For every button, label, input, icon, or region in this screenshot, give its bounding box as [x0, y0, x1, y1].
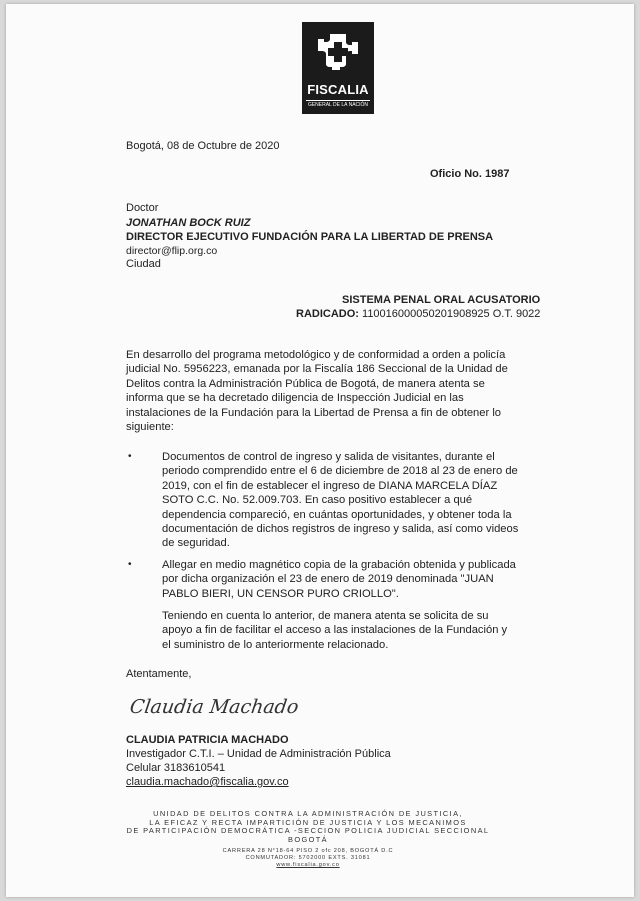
- intro-line: Delitos contra la Administración Pública de Bogotá, de manera atenta se: [126, 377, 485, 390]
- recipient-city: Ciudad: [126, 258, 161, 270]
- puzzle-emblem-icon: [316, 30, 360, 74]
- footer-unit: [98, 810, 518, 844]
- bullet-item-records: [162, 450, 540, 551]
- footer-contact: [98, 848, 518, 869]
- fiscalia-logo: [302, 22, 374, 114]
- closing-line: apoyo a fin de facilitar el acceso a las instalaciones de la Fundación y: [162, 624, 508, 637]
- letter-page: [6, 4, 634, 897]
- system-label: SISTEMA PENAL ORAL ACUSATORIO: [342, 294, 541, 306]
- bullet-line: por dicha organización el 23 de enero de 2019 denominada "JUAN: [162, 573, 494, 586]
- handwritten-signature: Claudia Machado: [128, 696, 300, 718]
- logo-name: FISCALIA: [307, 82, 369, 97]
- footer-address: CARRERA 28 N°18-64 PISO 2 ofc 208, BOGOTÁ D.C: [222, 848, 394, 854]
- salutation: Doctor: [126, 202, 159, 214]
- bullet-line: de seguridad.: [162, 537, 230, 550]
- bullet-line: SOTO C.C. No. 52.009.703. En caso positivo establecer a qué: [162, 494, 473, 507]
- signer-email-link[interactable]: claudia.machado@fiscalia.gov.co: [126, 776, 289, 788]
- closing-paragraph: [162, 609, 540, 652]
- intro-paragraph: [126, 348, 538, 434]
- bullet-line: documentación de dichos registros de ingreso y salida, así como videos: [162, 523, 519, 536]
- footer-line: LA EFICAZ Y RECTA IMPARTICIÓN DE JUSTICIA Y LOS MECANIMOS: [149, 817, 467, 827]
- letter-date: Bogotá, 08 de Octubre de 2020: [126, 140, 280, 152]
- recipient-email: director@flip.org.co: [126, 245, 218, 257]
- intro-line: informa que se ha decretado diligencia de Inspección Judicial en las: [126, 392, 464, 405]
- footer-line: UNIDAD DE DELITOS CONTRA LA ADMINISTRACIÓN DE JUSTICIA,: [153, 809, 463, 818]
- bullet-dot: •: [128, 451, 132, 462]
- signer-role: Investigador C.T.I. – Unidad de Administración Pública: [126, 748, 391, 760]
- signer-phone: Celular 3183610541: [126, 762, 226, 774]
- signer-name: CLAUDIA PATRICIA MACHADO: [126, 734, 289, 746]
- bullet-dot: •: [128, 559, 132, 570]
- closing-line: Teniendo en cuenta lo anterior, de manera atenta se solicita de su: [162, 610, 489, 622]
- intro-line: En desarrollo del programa metodológico y de conformidad a orden a policía: [126, 349, 506, 361]
- bullet-line: dependencia compareció, en cuántas oportunidades, y obtener toda la: [162, 508, 512, 521]
- recipient-name: JONATHAN BOCK RUIZ: [126, 217, 251, 229]
- footer-line: DE PARTICIPACIÓN DEMOCRÁTICA -SECCION POLICIA JUDICIAL SECCIONAL: [126, 826, 490, 836]
- farewell: Atentamente,: [126, 668, 192, 680]
- footer-web-link[interactable]: www.fiscalia.gov.co: [276, 862, 340, 868]
- bullet-line: PABLO BIERI, UN CENSOR PURO CRIOLLO".: [162, 587, 399, 600]
- intro-line: instalaciones de la Fundación para la Libertad de Prensa a fin de obtener lo: [126, 406, 502, 419]
- oficio-number: Oficio No. 1987: [430, 168, 510, 180]
- bullet-line: Allegar en medio magnético copia de la grabación obtenida y publicada: [162, 559, 516, 571]
- closing-line: el suministro de lo anteriormente relacionado.: [162, 638, 389, 651]
- radicado: [296, 308, 540, 321]
- intro-line: judicial No. 5956223, emanada por la Fiscalía 186 Seccional de la Unidad de: [126, 363, 508, 376]
- radicado-value: 110016000050201908925 O.T. 9022: [362, 308, 541, 320]
- recipient-title: DIRECTOR EJECUTIVO FUNDACIÓN PARA LA LIBERTAD DE PRENSA: [126, 231, 494, 243]
- bullet-line: Documentos de control de ingreso y salida de visitantes, durante el: [162, 451, 495, 463]
- bullet-item-recording: [162, 558, 540, 601]
- footer-line: BOGOTÁ: [287, 834, 329, 844]
- bullet-line: periodo comprendido entre el 6 de diciembre de 2018 al 23 de enero de: [162, 465, 518, 478]
- bullet-line: 2019, con el fin de establecer el ingreso de DIANA MARCELA DÍAZ: [162, 479, 498, 492]
- logo-subtitle: GENERAL DE LA NACIÓN: [307, 102, 369, 108]
- radicado-label: RADICADO:: [296, 308, 359, 320]
- footer-phone: CONMUTADOR: 5702000 EXTS. 31081: [245, 855, 371, 861]
- intro-line: siguiente:: [126, 421, 174, 434]
